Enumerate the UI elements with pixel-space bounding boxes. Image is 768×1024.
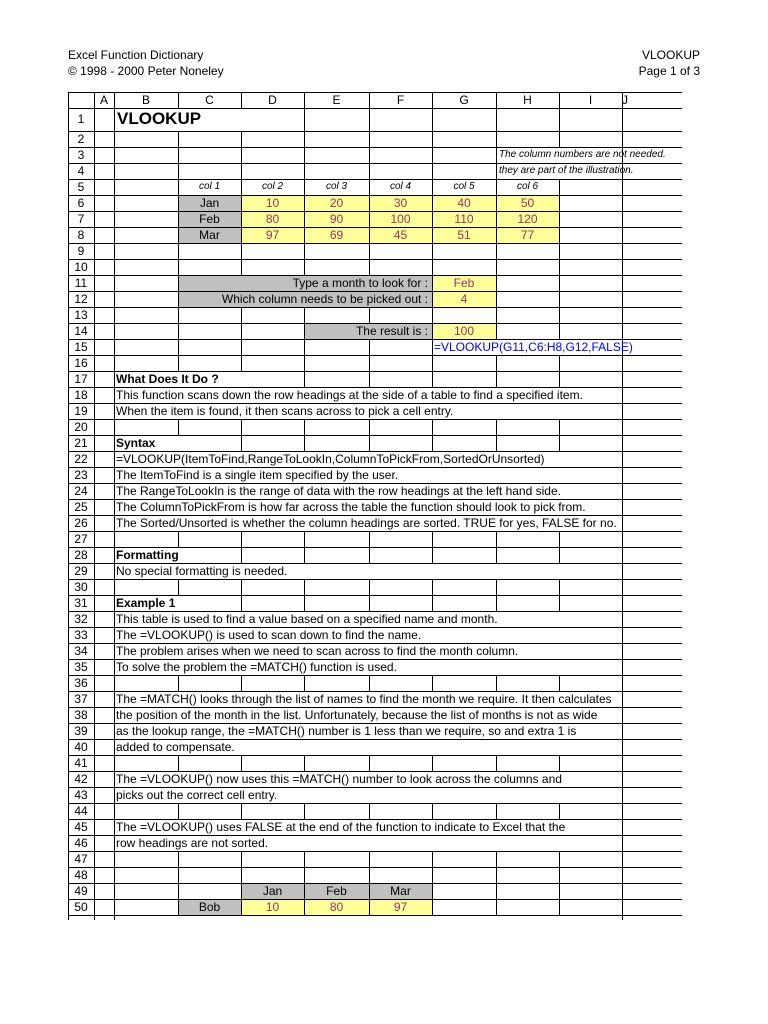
row-number: 31: [74, 596, 88, 610]
column-gridline: [496, 675, 497, 691]
row-number: 15: [74, 340, 88, 354]
column-gridline: [559, 803, 560, 819]
body-text: added to compensate.: [116, 740, 235, 754]
column-gridline: [559, 419, 560, 435]
column-gridline: [178, 755, 179, 771]
data-cell: 110: [454, 212, 474, 226]
row-number: 44: [74, 804, 88, 818]
month-header: Feb: [326, 884, 347, 898]
column-gridline: [241, 147, 242, 163]
body-text: the position of the month in the list. Unfortunately, because the list of months is not as wide: [116, 708, 598, 722]
body-text: To solve the problem the =MATCH() function is used.: [116, 660, 397, 674]
body-text: No special formatting is needed.: [116, 564, 288, 578]
column-gridline: [559, 195, 560, 211]
column-header: I: [588, 93, 593, 107]
column-gridline: [241, 131, 242, 147]
body-text: =VLOOKUP(ItemToFind,RangeToLookIn,ColumnToPickFrom,SortedOrUnsorted): [116, 452, 545, 466]
column-gridline: [178, 867, 179, 883]
body-text: The problem arises when we need to scan across to find the month column.: [116, 644, 519, 658]
row-number: 50: [74, 900, 88, 914]
body-text: The =VLOOKUP() is used to scan down to find the name.: [116, 628, 422, 642]
row-gridline: [68, 579, 682, 580]
column-gridline: [369, 307, 370, 323]
column-gridline: [241, 259, 242, 275]
column-gridline: [241, 531, 242, 547]
row-number: 13: [74, 308, 88, 322]
column-gridline: [304, 851, 305, 867]
column-gridline: [241, 579, 242, 595]
column-gridline: [178, 291, 179, 307]
column-gridline: [304, 243, 305, 259]
column-gridline: [369, 259, 370, 275]
column-gridline: [496, 851, 497, 867]
column-gridline: [432, 108, 433, 131]
row-gridline: [68, 867, 682, 868]
doc-title: Excel Function Dictionary: [68, 48, 204, 62]
body-text: The ItemToFind is a single item specified by the user.: [116, 468, 399, 482]
column-gridline: [369, 163, 370, 179]
body-text: The ColumnToPickFrom is how far across the table the function should look to pick from.: [116, 500, 586, 514]
column-gridline: [178, 883, 179, 899]
column-gridline: [304, 147, 305, 163]
column-input[interactable]: 4: [460, 292, 468, 306]
column-gridline: [559, 291, 560, 307]
column-gridline: [559, 851, 560, 867]
row-number: 22: [74, 452, 88, 466]
row-number: 17: [74, 372, 88, 386]
column-header: E: [332, 93, 341, 107]
column-gridline: [369, 675, 370, 691]
column-gridline: [241, 419, 242, 435]
data-cell: 120: [517, 212, 538, 226]
column-gridline: [496, 355, 497, 371]
row-number: 20: [74, 420, 88, 434]
column-gridline: [178, 531, 179, 547]
column-gridline: [432, 419, 433, 435]
row-number: 28: [74, 548, 88, 562]
row-number: 26: [74, 516, 88, 530]
value-cell: 10: [265, 900, 280, 914]
column-gridline: [432, 675, 433, 691]
column-gridline: [496, 291, 497, 307]
data-cell: 50: [520, 196, 535, 210]
column-gridline: [559, 883, 560, 899]
value-cell: 97: [393, 900, 408, 914]
column-gridline: [496, 419, 497, 435]
row-number: 38: [74, 708, 88, 722]
row-number: 23: [74, 468, 88, 482]
row-gridline: [68, 915, 682, 916]
data-cell: 77: [520, 228, 535, 242]
column-gridline: [369, 867, 370, 883]
column-gridline: [496, 323, 497, 339]
column-gridline: [304, 339, 305, 355]
column-gridline: [559, 108, 560, 131]
column-gridline: [369, 355, 370, 371]
column-gridline: [304, 131, 305, 147]
month-input[interactable]: Feb: [453, 276, 475, 290]
column-gridline: [178, 675, 179, 691]
column-gridline: [241, 243, 242, 259]
data-cell: 51: [457, 228, 471, 242]
formula-text: =VLOOKUP(G11,C6:H8,G12,FALSE): [434, 340, 633, 354]
column-input-label: Which column needs to be picked out :: [221, 292, 428, 306]
column-gridline: [496, 259, 497, 275]
column-gridline: [432, 803, 433, 819]
column-gridline: [241, 323, 242, 339]
column-gridline: [559, 259, 560, 275]
column-gridline: [432, 243, 433, 259]
column-gridline: [496, 755, 497, 771]
row-number: 36: [74, 676, 88, 690]
column-gridline: [369, 131, 370, 147]
column-gridline: [241, 755, 242, 771]
row-number: 47: [74, 852, 88, 866]
row-gridline: [68, 419, 682, 420]
column-gridline: [241, 355, 242, 371]
column-gridline: [559, 227, 560, 243]
column-header: B: [141, 93, 150, 107]
column-label: col 4: [389, 181, 412, 192]
column-gridline: [432, 307, 433, 323]
column-gridline: [304, 108, 305, 131]
column-gridline: [304, 803, 305, 819]
row-number: 27: [74, 532, 88, 546]
column-gridline: [496, 131, 497, 147]
row-number: 7: [77, 212, 85, 226]
column-gridline: [432, 851, 433, 867]
row-number: 19: [74, 404, 88, 418]
column-gridline: [432, 531, 433, 547]
sheet-title: VLOOKUP: [117, 109, 202, 128]
row-number: 39: [74, 724, 88, 738]
column-gridline: [559, 899, 560, 915]
column-gridline: [496, 108, 497, 131]
column-gridline: [496, 899, 497, 915]
column-gridline: [369, 419, 370, 435]
row-gridline: [68, 131, 682, 132]
column-gridline: [241, 851, 242, 867]
column-gridline: [241, 163, 242, 179]
row-number: 25: [74, 500, 88, 514]
section-heading: Formatting: [116, 548, 179, 562]
section-heading: Syntax: [116, 436, 156, 450]
column-gridline: [432, 867, 433, 883]
body-text: This table is used to find a value based on a specified name and month.: [116, 612, 498, 626]
column-gridline: [304, 307, 305, 323]
column-gridline: [241, 307, 242, 323]
column-gridline: [304, 323, 305, 339]
row-gridline: [68, 803, 682, 804]
body-text: picks out the correct cell entry.: [116, 788, 278, 802]
row-gridline: [68, 243, 682, 244]
column-gridline: [432, 579, 433, 595]
row-number: 43: [74, 788, 88, 802]
row-number: 32: [74, 612, 88, 626]
data-cell: 30: [393, 196, 408, 210]
column-gridline: [496, 579, 497, 595]
column-gridline: [178, 419, 179, 435]
column-gridline: [304, 867, 305, 883]
column-gridline: [496, 803, 497, 819]
data-cell: 40: [457, 196, 471, 210]
row-number: 40: [74, 740, 88, 754]
row-gridline: [68, 755, 682, 756]
column-label: col 5: [453, 181, 475, 192]
column-gridline: [432, 355, 433, 371]
note-line-1: The column numbers are not needed.: [499, 149, 666, 160]
note-line-2: they are part of the illustration.: [499, 165, 634, 176]
row-number: 24: [74, 484, 88, 498]
column-gridline: [178, 339, 179, 355]
page-number: Page 1 of 3: [638, 64, 700, 78]
column-gridline: [432, 339, 433, 355]
column-header: C: [205, 93, 214, 107]
column-gridline: [178, 323, 179, 339]
column-header: D: [268, 93, 277, 107]
column-gridline: [304, 579, 305, 595]
column-gridline: [496, 883, 497, 899]
column-gridline: [178, 243, 179, 259]
row-number: 41: [74, 756, 88, 770]
function-name: VLOOKUP: [641, 48, 700, 62]
row-number: 46: [74, 836, 88, 850]
row-gridline: [68, 675, 682, 676]
row-number: 8: [77, 228, 85, 242]
column-gridline: [369, 803, 370, 819]
data-cell: 69: [329, 228, 344, 242]
row-number: 33: [74, 628, 88, 642]
column-gridline: [432, 147, 433, 163]
column-gridline: [241, 867, 242, 883]
row-number: 48: [74, 868, 88, 882]
column-gridline: [241, 675, 242, 691]
row-number: 18: [74, 388, 88, 402]
column-label: col 2: [261, 181, 284, 192]
row-number: 12: [74, 292, 88, 306]
row-number: 16: [74, 356, 88, 370]
column-gridline: [559, 579, 560, 595]
body-text: When the item is found, it then scans across to pick a cell entry.: [116, 404, 454, 418]
column-gridline: [496, 275, 497, 291]
column-gridline: [178, 131, 179, 147]
month-cell: Mar: [199, 228, 220, 242]
row-number: 14: [74, 324, 88, 338]
column-gridline: [94, 92, 95, 920]
column-gridline: [178, 307, 179, 323]
column-gridline: [369, 579, 370, 595]
column-gridline: [304, 531, 305, 547]
body-text: This function scans down the row headings at the side of a table to find a specified item.: [116, 388, 583, 402]
column-gridline: [559, 531, 560, 547]
column-gridline: [432, 131, 433, 147]
row-number: 37: [74, 692, 88, 706]
column-gridline: [178, 163, 179, 179]
data-cell: 20: [329, 196, 344, 210]
column-gridline: [114, 92, 115, 920]
column-gridline: [432, 755, 433, 771]
column-gridline: [432, 899, 433, 915]
row-number: 35: [74, 660, 88, 674]
doc-copyright: © 1998 - 2000 Peter Noneley: [68, 64, 224, 78]
column-gridline: [369, 243, 370, 259]
column-gridline: [369, 851, 370, 867]
body-text: The RangeToLookIn is the range of data with the row headings at the left hand side.: [116, 484, 561, 498]
column-gridline: [622, 92, 623, 920]
row-gridline: [68, 307, 682, 308]
row-number: 10: [74, 260, 88, 274]
row-gridline: [68, 851, 682, 852]
column-gridline: [369, 339, 370, 355]
column-gridline: [559, 755, 560, 771]
row-number: 34: [74, 644, 88, 658]
column-gridline: [432, 883, 433, 899]
row-gridline: [68, 531, 682, 532]
body-text: The =VLOOKUP() uses FALSE at the end of the function to indicate to Excel that the: [116, 820, 566, 834]
row-number: 42: [74, 772, 88, 786]
column-gridline: [304, 675, 305, 691]
row-number: 1: [77, 112, 85, 126]
row-number: 11: [74, 276, 88, 290]
column-gridline: [178, 147, 179, 163]
row-number: 29: [74, 564, 88, 578]
month-header: Jan: [262, 884, 283, 898]
column-header: H: [523, 93, 532, 107]
month-input-label: Type a month to look for :: [292, 276, 428, 290]
column-gridline: [304, 355, 305, 371]
column-gridline: [559, 131, 560, 147]
column-label: col 1: [198, 181, 221, 192]
month-cell: Feb: [199, 212, 220, 226]
column-gridline: [241, 339, 242, 355]
data-cell: 97: [265, 228, 280, 242]
column-gridline: [178, 355, 179, 371]
row-number: 45: [74, 820, 88, 834]
column-gridline: [559, 867, 560, 883]
column-gridline: [241, 803, 242, 819]
column-gridline: [304, 755, 305, 771]
column-header: F: [396, 93, 405, 107]
column-gridline: [559, 307, 560, 323]
name-cell: Bob: [198, 900, 221, 914]
data-cell: 90: [329, 212, 344, 226]
column-label: col 6: [516, 181, 539, 192]
result-value: 100: [453, 324, 475, 338]
column-gridline: [178, 851, 179, 867]
column-gridline: [559, 275, 560, 291]
row-gridline: [68, 259, 682, 260]
column-gridline: [369, 147, 370, 163]
column-gridline: [178, 803, 179, 819]
column-gridline: [304, 163, 305, 179]
column-gridline: [496, 147, 497, 163]
data-cell: 80: [265, 212, 280, 226]
month-header: Mar: [390, 884, 411, 898]
column-gridline: [496, 243, 497, 259]
body-text: as the lookup range, the =MATCH() number is 1 less than we require, so and extra 1 is: [116, 724, 577, 738]
body-text: The =MATCH() looks through the list of names to find the month we require. It then calculates: [116, 692, 612, 706]
column-gridline: [432, 259, 433, 275]
data-cell: 10: [265, 196, 280, 210]
spreadsheet-grid: [68, 92, 682, 920]
row-gridline: [68, 355, 682, 356]
month-cell: Jan: [199, 196, 220, 210]
value-cell: 80: [329, 900, 344, 914]
row-number: 6: [77, 196, 85, 210]
row-number: 9: [77, 244, 85, 258]
column-gridline: [496, 163, 497, 179]
column-gridline: [559, 243, 560, 259]
column-gridline: [432, 163, 433, 179]
column-gridline: [496, 307, 497, 323]
column-header: J: [622, 93, 628, 107]
column-header: A: [99, 93, 108, 107]
row-number: 4: [77, 164, 85, 178]
row-number: 5: [77, 180, 85, 194]
row-number: 49: [74, 884, 88, 898]
data-cell: 45: [393, 228, 408, 242]
column-gridline: [496, 531, 497, 547]
column-gridline: [304, 419, 305, 435]
column-gridline: [559, 355, 560, 371]
column-gridline: [369, 755, 370, 771]
section-heading: What Does It Do ?: [116, 372, 219, 386]
column-gridline: [369, 531, 370, 547]
column-gridline: [304, 259, 305, 275]
data-cell: 100: [390, 212, 411, 226]
body-text: The Sorted/Unsorted is whether the column headings are sorted. TRUE for yes, FALSE for no.: [116, 516, 617, 530]
column-gridline: [496, 867, 497, 883]
column-label: col 3: [325, 181, 348, 192]
column-gridline: [559, 211, 560, 227]
section-heading: Example 1: [116, 596, 176, 610]
column-gridline: [559, 179, 560, 195]
result-label: The result is :: [355, 324, 428, 338]
body-text: row headings are not sorted.: [116, 836, 269, 850]
column-gridline: [559, 675, 560, 691]
body-text: The =VLOOKUP() now uses this =MATCH() number to look across the columns and: [116, 772, 562, 786]
column-header: G: [459, 93, 469, 107]
column-gridline: [369, 108, 370, 131]
column-gridline: [178, 579, 179, 595]
row-number: 21: [74, 436, 88, 450]
row-number: 3: [77, 148, 85, 162]
column-gridline: [178, 275, 179, 291]
column-gridline: [559, 323, 560, 339]
row-number: 2: [77, 132, 85, 146]
column-gridline: [178, 259, 179, 275]
row-number: 30: [74, 580, 88, 594]
